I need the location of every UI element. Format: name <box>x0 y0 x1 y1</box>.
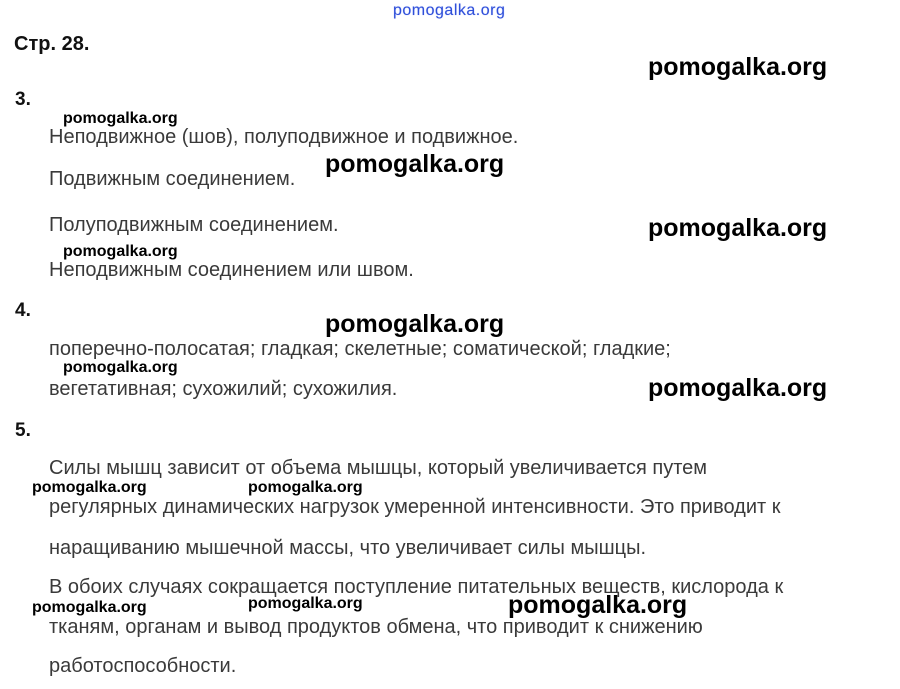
answer-line: Силы мышц зависит от объема мышцы, который увеличивается путем <box>49 457 708 479</box>
watermark-text: pomogalka.org <box>32 479 147 496</box>
watermark-text: pomogalka.org <box>325 310 505 338</box>
answer-line: работоспособности. <box>49 655 237 677</box>
watermark-text: pomogalka.org <box>648 53 828 81</box>
site-watermark-header: pomogalka.org <box>393 2 506 19</box>
watermark-text: pomogalka.org <box>648 214 828 242</box>
section-number-3: 3. <box>15 89 31 110</box>
watermark-text: pomogalka.org <box>325 150 505 178</box>
answer-line: В обоих случаях сокращается поступление питательных веществ, кислорода к <box>49 576 784 598</box>
watermark-text: pomogalka.org <box>648 374 828 402</box>
watermark-text: pomogalka.org <box>63 359 178 376</box>
watermark-text: pomogalka.org <box>63 110 178 127</box>
section-number-4: 4. <box>15 300 31 321</box>
answer-line: поперечно-полосатая; гладкая; скелетные; соматической; гладкие; <box>49 338 671 360</box>
answer-line: Полуподвижным соединением. <box>49 214 339 236</box>
answer-line: Подвижным соединением. <box>49 168 296 190</box>
answer-line: Неподвижное (шов), полуподвижное и подвижное. <box>49 126 519 148</box>
answer-line: регулярных динамических нагрузок умеренной интенсивности. Это приводит к <box>49 496 781 518</box>
watermark-text: pomogalka.org <box>63 243 178 260</box>
watermark-text: pomogalka.org <box>32 599 147 616</box>
page-title: Стр. 28. <box>14 33 90 55</box>
watermark-text: pomogalka.org <box>248 595 363 612</box>
answer-line: вегетативная; сухожилий; сухожилия. <box>49 378 398 400</box>
answer-line: тканям, органам и вывод продуктов обмена, что приводит к снижению <box>49 616 703 638</box>
answer-line: Неподвижным соединением или швом. <box>49 259 414 281</box>
answer-line: наращиванию мышечной массы, что увеличивает силы мышцы. <box>49 537 647 559</box>
watermark-text: pomogalka.org <box>248 479 363 496</box>
watermark-text: pomogalka.org <box>508 591 688 619</box>
section-number-5: 5. <box>15 420 31 441</box>
